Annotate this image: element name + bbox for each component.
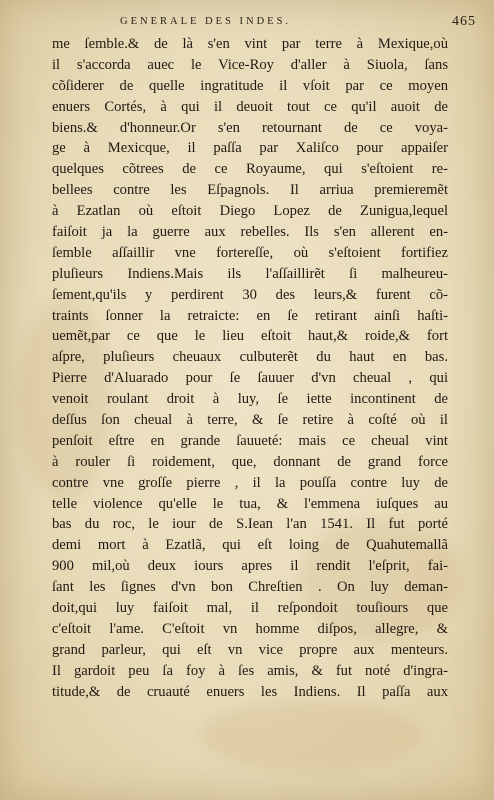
text-line: cõſiderer de quelle ingratitude il vſoit par ce moyen <box>52 77 448 94</box>
text-line: deſſus ſon cheual à terre, & ſe retire à coſté où il <box>52 412 448 429</box>
text-line: il s'accorda auec le Vice-Roy d'aller à Siuola, ſans <box>52 56 448 73</box>
text-line: bas du roc, le iour de S.Iean l'an 1541. Il fut porté <box>52 516 448 533</box>
text-line: bellees contre les Eſpagnols. Il arriua premieremẽt <box>52 182 448 199</box>
text-line: à rouler ſi roidement, que, donnant de grand force <box>52 453 448 470</box>
text-line: ſemble aſſaillir vne forterеſſe, où s'eſtoient fortifiez <box>52 244 448 261</box>
text-line: demi mort à Ezatlã, qui eſt loing de Quahutemallã <box>52 537 448 554</box>
text-line: venoit roulant droit à luy, ſe iette incontinent de <box>52 391 448 408</box>
text-line: me ſemble.& de là s'en vint par terre à Mexique,où <box>52 36 448 52</box>
text-line: 900 mil,où deux iours apres il rendit l'eſprit, fai- <box>52 558 448 575</box>
text-line: doit,qui luy faiſoit mal, il reſpondoit touſiours que <box>52 600 448 617</box>
page-header <box>60 14 478 34</box>
page-stain <box>200 700 420 770</box>
text-line: Il gardoit peu ſa foy à ſes amis, & fut noté d'ingra- <box>52 662 448 679</box>
text-line: contre vne groſſe pierre , il la pouſſa contre luy de <box>52 474 448 491</box>
text-line: telle violence qu'elle le tua, & l'emmena iuſques au <box>52 495 448 512</box>
text-line: traints ſonner la retraicte: en ſe retirant ainſi haſti- <box>52 307 448 324</box>
text-line: pluſieurs Indiens.Mais ils l'aſſaillirẽt ſi malheureu- <box>52 265 448 282</box>
text-line: grand parleur, qui eſt vn vice propre aux menteurs. <box>52 641 448 658</box>
text-line: enuers Cortés, à qui il deuoit tout ce qu'il auoit de <box>52 98 448 115</box>
text-line: à Ezatlan où eſtoit Diego Lopez de Zunigua,lequel <box>52 203 448 220</box>
text-line: titude,& de cruauté enuers les Indiens. Il paſſa aux <box>52 683 448 700</box>
text-line: uemẽt,par ce que le lieu eſtoit haut,& roide,& fort <box>52 328 448 345</box>
text-line: ſant les ſignes d'vn bon Chreſtien . On luy deman- <box>52 579 448 596</box>
text-line: quelques cõtrees de ce Royaume, qui s'eſtoient re- <box>52 161 448 178</box>
text-line: c'eſtoit l'ame. C'eſtoit vn homme diſpos, allegre, & <box>52 620 448 637</box>
text-line: Pierre d'Aluarado pour ſe ſauuer d'vn cheual , qui <box>52 370 448 387</box>
text-line: faiſoit ja la guerre aux rebelles. Ils s'en allerent en- <box>52 224 448 241</box>
text-line: ge à Mexicque, il paſſa par Xaliſco pour appaiſer <box>52 140 448 157</box>
text-line: aſpre, pluſieurs cheuaux culbuterẽt du haut en bas. <box>52 349 448 366</box>
text-line: ſement,qu'ils y perdirent 30 des leurs,& furent cõ- <box>52 286 448 303</box>
body-text <box>52 34 448 703</box>
text-line: biens.& d'honneur.Or s'en retournant de ce voya- <box>52 119 448 136</box>
page-number: 465 <box>452 14 476 29</box>
running-head: GENERALE DES INDES. <box>120 16 292 27</box>
text-line: penſoit eſtre en grande ſauueté: mais ce cheual vint <box>52 432 448 449</box>
